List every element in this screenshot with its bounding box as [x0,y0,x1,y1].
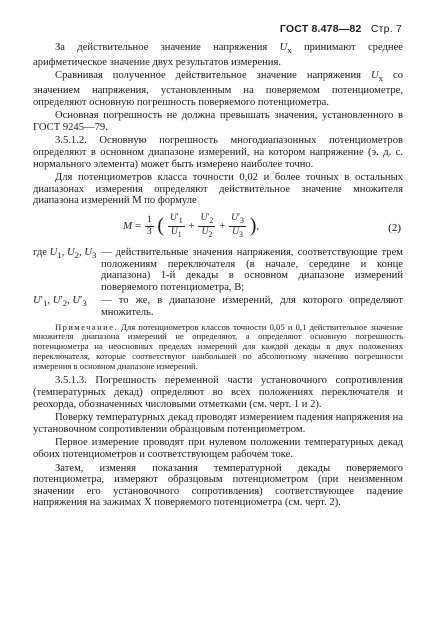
paragraph: Затем, изменяя показания температурной декады поверяемого потенциометра, измеряют образцовым потенциометром (при неизменном значении его установочного сопротивления) соответствующее падение напряжения на зажимах X поверяемого потенциометра (см. черт. 2). [33,462,403,509]
definition-desc: — действительные значения напряжения, соответствующие трем положениям переключателя (в начале, середине и конце диапазона) 1-й декады в основном диапазоне измерений поверяемого потенциометра, В; [101,246,403,293]
formula-number: (2) [388,221,401,234]
page-header [280,23,402,35]
definition-term: где $U_1$, $U_2$, $U_3$ [33,246,97,261]
paragraph: Поверку температурных декад проводят измерением падения напряжения на установочном сопротивлении образцовым потенциометром. [33,412,403,435]
definition-row [33,295,403,318]
definition-row [33,247,403,293]
paragraph: 3.5.1.3. Погрешность переменной части установочного сопротивления (температурных декад) определяют во всех положениях переключателя и реохорда, обозначенных числовыми отметками (см. черт. 1 и 2). [33,375,403,410]
page-number: Стр. 7 [370,23,402,35]
paragraph: За действительное значение напряжения $U_x$ принимают среднее арифметическое значение двух результатов измерения. [33,42,403,68]
definition-desc: — то же, в диапазоне измерений, для которого определяют множитель. [101,295,403,318]
definition-term: $U'_1$, $U'_2$, $U'_3$ [33,295,87,309]
standard-number: ГОСТ 8.478—82 [279,23,362,35]
paragraph: Первое измерение проводят при нулевом положении температурных декад обоих потенциометров и соответствующем рабочем токе. [33,437,403,461]
formula [33,211,403,245]
paragraph: Сравнивая полученное действительное значение напряжения $U_x$ со значением напряжения, установленным на поверяемом потенциометре, определяют основную погрешность поверяемого потенциометра. [33,70,403,108]
document-body [33,42,403,511]
paragraph: 3.5.1.2. Основную погрешность многодиапазонных потенциометров определяют в основном диапазоне измерений, на котором напряжение (э. д. с. нормального элемента) может быть измерено наиболее точно. [33,135,403,170]
note: Примечание. Для потенциометров классов точности 0,05 и 0,1 действительное значение множителя диапазона измерений не определяют, а определяют основную погрешность потенциометра на неосновных пределах измерений для каждой декады в двух положениях переключателя, которые соответствуют наибольшей по абсолютному значению погрешности измерения в основном диапазоне измерений. [33,321,403,371]
paragraph: Для потенциометров класса точности 0,02 и более точных в остальных диапазонах измерения определяют действительное значение множителя диапазона измерений M по формуле [33,172,403,207]
paragraph: Основная погрешность не должна превышать значения, установленного в ГОСТ 9245—79. [33,110,403,133]
formula-expression: M = $\frac{1}{3}$ ( $\frac{U'_1}{U_1}$ + $\frac{U'_2}{U_2}$ + $\frac{U'_3}{U_3}$ ), [123,212,260,239]
